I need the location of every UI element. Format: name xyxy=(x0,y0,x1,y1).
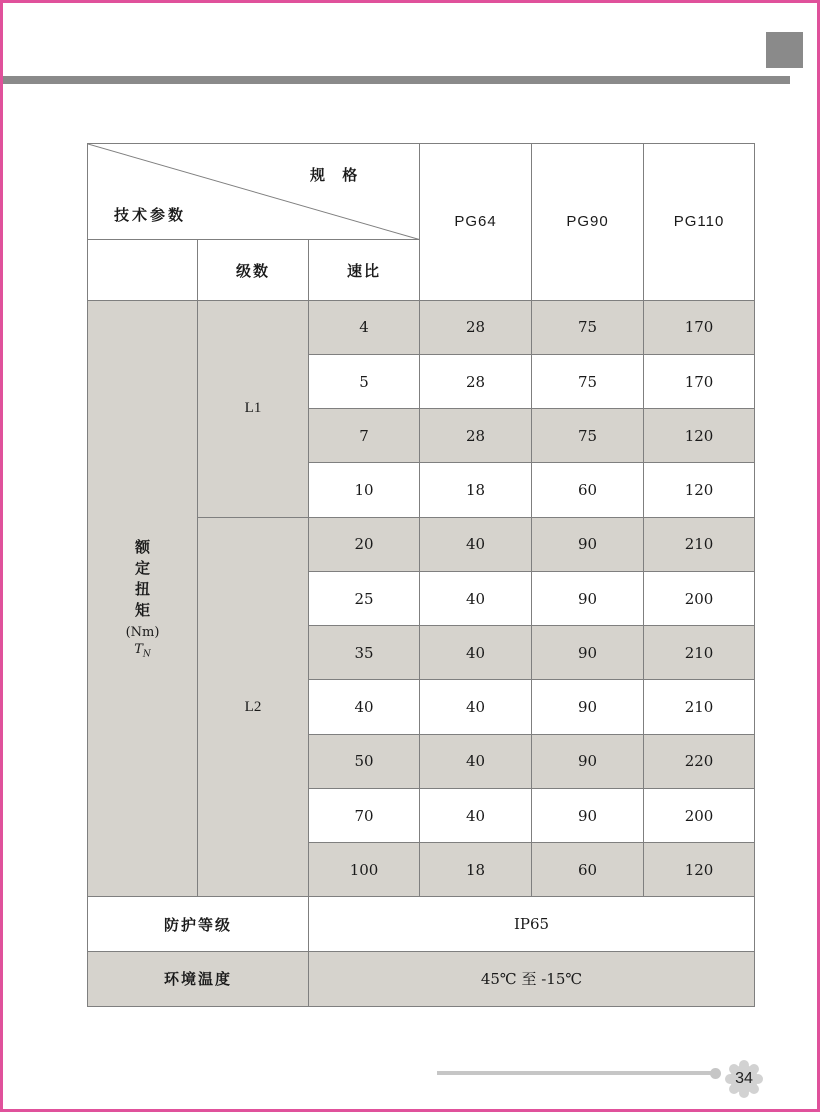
value-cell: 200 xyxy=(644,788,755,842)
value-cell: 60 xyxy=(532,463,644,517)
value-cell: 75 xyxy=(532,300,644,354)
value-cell: 210 xyxy=(644,517,755,571)
spec-table xyxy=(87,143,755,1007)
value-cell: 90 xyxy=(532,517,644,571)
ratio-cell: 100 xyxy=(309,843,420,897)
value-cell: 90 xyxy=(532,734,644,788)
value-cell: 170 xyxy=(644,354,755,408)
value-cell: 90 xyxy=(532,571,644,625)
top-accent-bar xyxy=(3,76,790,84)
value-cell: 220 xyxy=(644,734,755,788)
footer-rule-dot xyxy=(710,1068,721,1079)
ratio-cell: 35 xyxy=(309,626,420,680)
torque-unit: (Nm) xyxy=(125,625,160,641)
value-cell: 170 xyxy=(644,300,755,354)
value-cell: 28 xyxy=(420,300,532,354)
protection-value-cell: IP65 xyxy=(309,897,755,951)
temperature-label-cell: 环境温度 xyxy=(88,951,309,1006)
value-cell: 75 xyxy=(532,354,644,408)
diagonal-header-cell xyxy=(88,144,420,240)
value-cell: 18 xyxy=(420,463,532,517)
value-cell: 40 xyxy=(420,734,532,788)
ratio-cell: 50 xyxy=(309,734,420,788)
value-cell: 28 xyxy=(420,354,532,408)
group-cell-l1: L1 xyxy=(198,300,309,517)
table-row xyxy=(88,300,755,354)
torque-symbol: $T_N$ xyxy=(134,642,151,660)
page-number: 34 xyxy=(735,1070,753,1087)
ratio-header-cell: 速比 xyxy=(309,240,420,300)
ratio-cell: 20 xyxy=(309,517,420,571)
value-cell: 210 xyxy=(644,680,755,734)
value-cell: 90 xyxy=(532,680,644,734)
ratio-cell: 70 xyxy=(309,788,420,842)
value-cell: 40 xyxy=(420,788,532,842)
value-cell: 40 xyxy=(420,680,532,734)
ratio-cell: 25 xyxy=(309,571,420,625)
top-accent-square xyxy=(766,32,803,68)
protection-label-cell: 防护等级 xyxy=(88,897,309,951)
ratio-cell: 40 xyxy=(309,680,420,734)
value-cell: 90 xyxy=(532,788,644,842)
column-header-pg90: PG90 xyxy=(532,144,644,301)
value-cell: 90 xyxy=(532,626,644,680)
group-cell-l2: L2 xyxy=(198,517,309,897)
empty-header-cell xyxy=(88,240,198,300)
footer-rule xyxy=(437,1071,715,1075)
diagonal-line xyxy=(88,144,419,239)
ratio-cell: 7 xyxy=(309,409,420,463)
spec-corner-label: 规 格 xyxy=(310,166,364,184)
value-cell: 120 xyxy=(644,409,755,463)
column-header-pg64: PG64 xyxy=(420,144,532,301)
header-row-1 xyxy=(88,144,755,240)
protection-row xyxy=(88,897,755,951)
value-cell: 28 xyxy=(420,409,532,463)
torque-label-cell xyxy=(88,300,198,897)
value-cell: 40 xyxy=(420,571,532,625)
value-cell: 200 xyxy=(644,571,755,625)
value-cell: 60 xyxy=(532,843,644,897)
page-number-badge xyxy=(722,1057,766,1101)
ratio-cell: 5 xyxy=(309,354,420,408)
value-cell: 120 xyxy=(644,843,755,897)
ratio-cell: 4 xyxy=(309,300,420,354)
value-cell: 40 xyxy=(420,626,532,680)
value-cell: 18 xyxy=(420,843,532,897)
value-cell: 75 xyxy=(532,409,644,463)
stage-header-cell: 级数 xyxy=(198,240,309,300)
ratio-cell: 10 xyxy=(309,463,420,517)
temperature-value-cell: 45℃ 至 -15℃ xyxy=(309,951,755,1006)
torque-label: 额 定 扭 矩 (Nm) $T_N$ xyxy=(125,538,160,660)
params-corner-label: 技术参数 xyxy=(114,206,187,224)
value-cell: 40 xyxy=(420,517,532,571)
column-header-pg110: PG110 xyxy=(644,144,755,301)
value-cell: 120 xyxy=(644,463,755,517)
value-cell: 210 xyxy=(644,626,755,680)
temperature-row xyxy=(88,951,755,1006)
